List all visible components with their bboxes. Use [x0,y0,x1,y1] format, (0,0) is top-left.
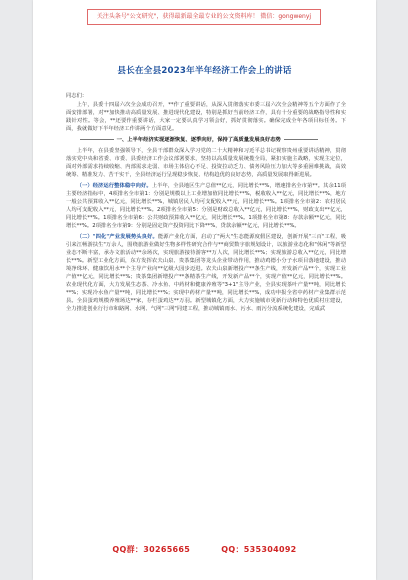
heading-rule-left [80,139,114,140]
intro-paragraph: 上午，县委十四届六次全会成功召开，**作了重要讲话，从深入贯彻落实市委三届六次全会精神等五个方面作了全面安排部署，对**加快推动高质量发展、推进现代化建设，特别是抓好当前经济工作，具有十分重要的战略指导性和实践针对性。等会，**还要作重要讲话，大家一定要认真学习领会好，抓好贯彻落实。确保完成全年各项目标任务。下面，我就做好下半年经济工作讲两个方面意见。 [66,102,346,132]
promo-banner[interactable]: 关注头条号"公文研究"，获得最新最全最专业的公文资料库！ 微信：gongwenyj [87,9,321,25]
section-heading-1 [66,136,346,144]
subheading-economy-text: 上半年，全县地区生产总值**亿元，同比增长**%，增速排名全市第**。其余11项主要经济指标中，4项排名全市第1：分别是规模以上工业增加值同比增长**%，税收收入**亿元，同比增长**%，地方一般公共预算收入**亿元，同比增长**%，城镇居民人均可支配收入**元，同比增长**%。1项排名全市第2：农村居民人均可支配收入**元，同比增长**%。2项排名全市第5：分别是财政总收入**亿元，同比增长**%，财政支出**亿元，同比增长**%。1项排名全市第6：公共财政预算收入**亿元，同比增长**%。1项排名全市第8：存款余额**亿元，同比增长**%。2项排名全市第9：分别是固定资产投资同比下降**%，贷款余额**亿元，同比增长**%。 [66,183,346,229]
subheading-industry-text: 能源产业化方面，启动了"两大"生态能源度假区建设，创新开展"三百"工程，吸引来江畅游扶生"万余人，围绕旅游业做好生物多样性研究合作与**商贸数字旅规划设计，以旅游业态化和"休闲"等新型业态不断丰富，承办文旅活动**余场次，实现旅游接待游客**万人次，同比增长**%；实现旅游总收入**亿元，同比增长**%。新型工业化方面，东方发挥农夫山泉、贵茶集团等龙头企业带动作用，推动鸡德小分子水项目落地建设，推动境净珠环、健康饮用水**个主导产业向**亿级大园步迈进。农夫山泉新增投产**条生产线，开发新产品**个，实现工业产值**亿元，同比增长**%；贵茶集团新增投产**条精茶生产线，开发新产品**个，实现产值**亿元，同比增长**%。农业现代化方面，大力发展生态茶、冷水鱼、中药材和健康养殖等"3+1"主导产业，全县实现茶叶产量**吨，同比增长**%；实现冷水鱼产量**吨，同比增长**%；实现中药材产量**吨，同比增长**%，成功申报全省中药材产业集群示范县。全县蛋鸡规模养殖场达**家，存栏蛋鸡达**万羽。新型城镇化方面，大力实施城市更新行动和特色优质村庄建设，全力推进创业行行市和路网、水网、气网"三网"同建工程，推动城镇雨水、污水、雨污分流系统化建设，完成武 [66,234,347,312]
qq-text: QQ：535304092 [221,545,297,554]
document-body [66,92,346,313]
section1-paragraph-3 [66,233,346,313]
subheading-economy: （一）经济运行整体稳中向好。 [76,183,152,189]
section1-paragraph-2 [66,182,346,230]
section-heading-1-text: 一、上半年经济实现逐渐恢复、逐季向好，保持了高质量发展良好态势 [116,137,281,143]
salutation: 同志们： [66,93,88,99]
subheading-industry: （二）"四化"产业发展势头良好。 [76,234,158,240]
qq-group-text: QQ群：30265665 [112,545,191,554]
contact-footer [33,544,376,555]
section1-paragraph-1: 上半年，在县委坚强领导下，全县干部群众深入学习党的二十大精神和习近平总书记视察贵州重要讲话精神，贯彻落实党中央和省委、市委、县委经济工作会议部署要求，坚持以高质量发展统揽全局，紧扣实施主战略，实现主定位，面对外部需求持续收缩、内部需求走弱、市场主体信心不足、投资拉动乏力、债务风险压力加大等多重困难挑战，高效统筹、精准发力、苦干实干，全县经济运行呈现稳步恢复、结构趋优的良好态势，高质量发展取得新进展。 [66,148,346,178]
document-title: 县长在全县2023年半年经济工作会上的讲话 [117,66,292,76]
heading-rule-right [284,139,318,140]
document-page [33,0,376,580]
